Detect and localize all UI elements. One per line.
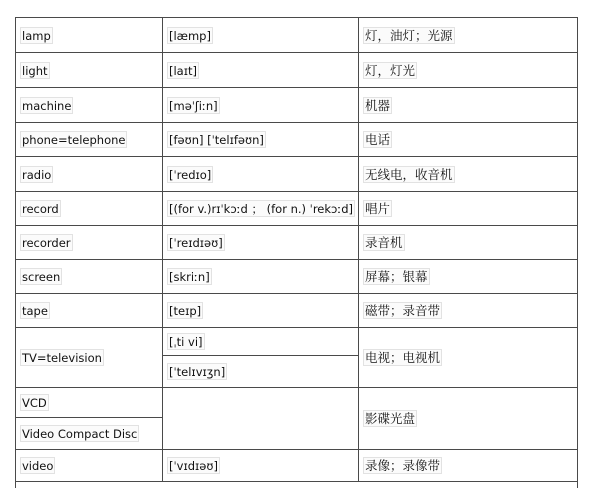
table-row: [16, 88, 578, 123]
word-cell: [16, 192, 163, 226]
phonetic-text: [fəʊn] [ˈtelɪfəʊn]: [169, 133, 264, 147]
table-row: [16, 123, 578, 157]
word-text: machine: [22, 98, 72, 113]
word-cell: [16, 226, 163, 260]
phonetic-text: [laɪt]: [169, 63, 197, 78]
meaning-cell: [359, 260, 578, 294]
meaning-cell: [359, 388, 578, 450]
meaning-text: 影碟光盘: [365, 411, 416, 426]
meaning-cell: [359, 88, 578, 123]
meaning-cell: [359, 123, 578, 157]
word-text: screen: [22, 270, 61, 284]
phonetic-text: [məˈʃiːn]: [169, 98, 218, 113]
table-continuation: [15, 481, 578, 488]
table-row: [16, 260, 578, 294]
meaning-text: 唱片: [365, 201, 391, 216]
word-text: record: [22, 202, 59, 216]
table-row: [16, 450, 578, 482]
word-cell: [16, 450, 163, 482]
phonetic-cell: [163, 328, 359, 356]
phonetic-text: [skriːn]: [169, 270, 210, 284]
phonetic-cell: [163, 356, 359, 388]
word-text: recorder: [22, 236, 71, 250]
word-cell: [16, 328, 163, 388]
word-text: VCD: [22, 396, 47, 410]
phonetic-text: [læmp]: [169, 28, 211, 43]
phonetic-text: [teɪp]: [169, 304, 202, 318]
meaning-text: 灯，油灯；光源: [365, 27, 453, 43]
meaning-text: 电话: [365, 132, 391, 147]
meaning-cell: [359, 157, 578, 192]
word-text: Video Compact Disc: [22, 427, 138, 441]
meaning-text: 机器: [365, 97, 391, 113]
meaning-cell: [359, 53, 578, 88]
phonetic-text: [ˈtelɪvɪʒn]: [169, 365, 226, 379]
word-cell: [16, 157, 163, 192]
phonetic-text: [ˌti vi]: [169, 335, 203, 349]
word-cell: [16, 53, 163, 88]
phonetic-cell: [163, 157, 359, 192]
word-text: lamp: [22, 28, 51, 43]
table-row: [16, 294, 578, 328]
meaning-cell: [359, 192, 578, 226]
word-text: phone=telephone: [22, 133, 126, 147]
phonetic-cell: [163, 260, 359, 294]
table-row: [16, 226, 578, 260]
table-row: [16, 192, 578, 226]
table-row: [16, 53, 578, 88]
meaning-text: 无线电，收音机: [365, 166, 453, 182]
phonetic-cell: [163, 88, 359, 123]
phonetic-text: [ˈvɪdɪəʊ]: [169, 459, 218, 473]
table-row: [16, 388, 578, 418]
phonetic-cell: [163, 53, 359, 88]
word-text: tape: [22, 304, 48, 318]
word-text: light: [22, 63, 48, 78]
table-row: [16, 328, 578, 356]
phonetic-text: [ˈredɪo]: [169, 167, 212, 182]
word-cell: [16, 123, 163, 157]
word-text: TV=television: [22, 351, 102, 365]
phonetic-cell: [163, 294, 359, 328]
table-row: [16, 18, 578, 53]
meaning-text: 灯，灯光: [365, 62, 416, 78]
table-row: [16, 157, 578, 192]
phonetic-cell: [163, 123, 359, 157]
meaning-text: 录像；录像带: [365, 458, 441, 473]
meaning-cell: [359, 18, 578, 53]
meaning-cell: [359, 226, 578, 260]
word-cell: [16, 88, 163, 123]
word-cell: [16, 294, 163, 328]
word-cell: [16, 18, 163, 53]
phonetic-cell: [163, 18, 359, 53]
phonetic-cell: [163, 388, 359, 450]
meaning-cell: [359, 294, 578, 328]
word-text: video: [22, 459, 54, 473]
phonetic-text: [(for v.)rɪˈkɔːd ； (for n.) ˈrekɔːd]: [169, 202, 354, 216]
word-text: radio: [22, 167, 52, 182]
meaning-text: 屏幕；银幕: [365, 269, 428, 284]
meaning-text: 录音机: [365, 235, 403, 250]
phonetic-cell: [163, 192, 359, 226]
word-cell: [16, 388, 163, 418]
phonetic-cell: [163, 226, 359, 260]
word-cell: [16, 260, 163, 294]
vocabulary-table: [15, 17, 578, 482]
word-cell: [16, 418, 163, 450]
meaning-text: 磁带；录音带: [365, 303, 441, 318]
meaning-text: 电视；电视机: [365, 350, 441, 365]
meaning-cell: [359, 450, 578, 482]
meaning-cell: [359, 328, 578, 388]
phonetic-cell: [163, 450, 359, 482]
phonetic-text: [ˈreɪdɪəʊ]: [169, 236, 223, 250]
